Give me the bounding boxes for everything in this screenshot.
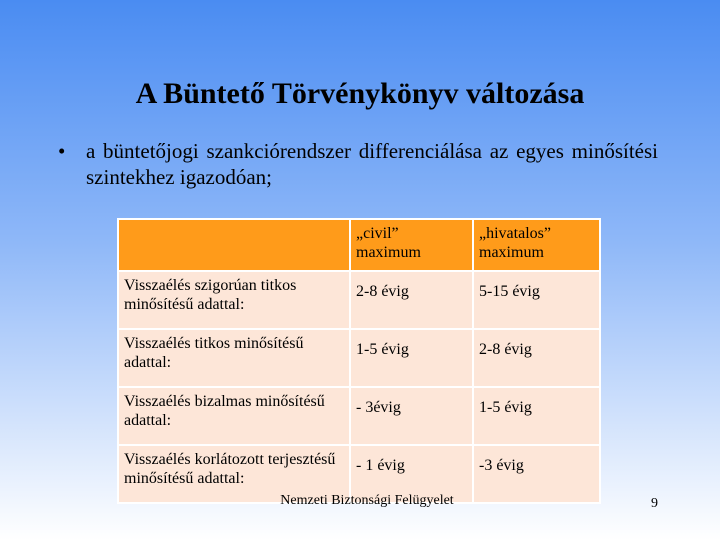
slide-title: A Büntető Törvénykönyv változása bbox=[135, 77, 585, 110]
slide-footer: Nemzeti Biztonsági Felügyelet bbox=[280, 493, 454, 508]
table-row bbox=[118, 387, 600, 445]
table-cell-official: -3 évig bbox=[473, 445, 600, 503]
table-header-row bbox=[118, 219, 600, 271]
table-cell-civil: - 1 évig bbox=[350, 445, 473, 503]
table-row bbox=[118, 271, 600, 329]
bullet-point bbox=[58, 138, 658, 190]
table-cell-official: 2-8 évig bbox=[473, 329, 600, 387]
bullet-marker: • bbox=[58, 139, 66, 163]
table-header-official: „hivatalos” maximum bbox=[473, 219, 600, 271]
table-cell-offense: Visszaélés bizalmas minősítésű adattal: bbox=[118, 387, 350, 445]
table-cell-civil: - 3évig bbox=[350, 387, 473, 445]
table-cell-civil: 2-8 évig bbox=[350, 271, 473, 329]
table-cell-offense: Visszaélés titkos minősítésű adattal: bbox=[118, 329, 350, 387]
table-header-empty bbox=[118, 219, 350, 271]
table-row bbox=[118, 329, 600, 387]
bullet-text: a büntetőjogi szankciórendszer differenciálása az egyes minősítési szintekhez igazodóan; bbox=[86, 139, 658, 189]
table-header-civil: „civil” maximum bbox=[350, 219, 473, 271]
sentence-table bbox=[117, 218, 601, 504]
table-cell-official: 5-15 évig bbox=[473, 271, 600, 329]
table-cell-offense: Visszaélés szigorúan titkos minősítésű adattal: bbox=[118, 271, 350, 329]
table-cell-offense: Visszaélés korlátozott terjesztésű minősítésű adattal: bbox=[118, 445, 350, 503]
table-cell-civil: 1-5 évig bbox=[350, 329, 473, 387]
table-cell-official: 1-5 évig bbox=[473, 387, 600, 445]
page-number: 9 bbox=[651, 496, 658, 511]
